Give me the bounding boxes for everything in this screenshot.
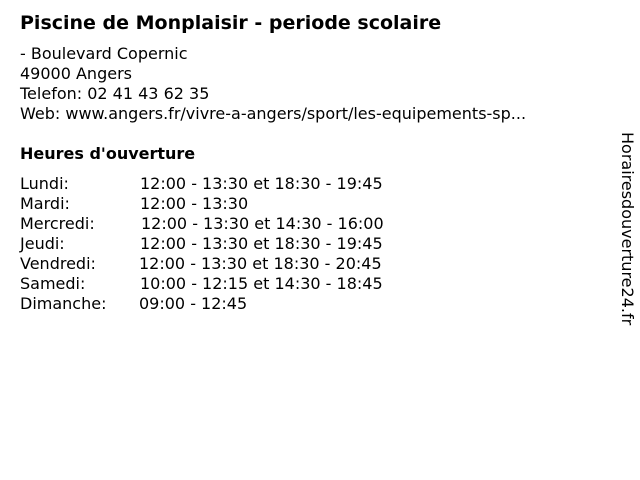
page-title: Piscine de Monplaisir - periode scolaire <box>20 12 442 34</box>
time-range: 12:00 - 13:30 et 18:30 - 20:45 <box>139 254 382 273</box>
time-range: 09:00 - 12:45 <box>139 294 248 313</box>
website-link: Web: www.angers.fr/vivre-a-angers/sport/les-equipements-sp... <box>20 104 527 123</box>
phone-number: Telefon: 02 41 43 62 35 <box>20 84 210 103</box>
time-range: 10:00 - 12:15 et 14:30 - 18:45 <box>140 274 383 293</box>
day-label: Lundi: <box>20 174 69 193</box>
day-label: Mercredi: <box>20 214 95 233</box>
site-watermark: Horairesdouverture24.fr <box>618 132 637 326</box>
time-range: 12:00 - 13:30 et 18:30 - 19:45 <box>140 174 383 193</box>
time-range: 12:00 - 13:30 et 14:30 - 16:00 <box>141 214 384 233</box>
day-label: Jeudi: <box>20 234 65 253</box>
day-label: Vendredi: <box>20 254 96 273</box>
day-label: Dimanche: <box>20 294 107 313</box>
time-range: 12:00 - 13:30 <box>140 194 249 213</box>
day-label: Mardi: <box>20 194 70 213</box>
time-range: 12:00 - 13:30 et 18:30 - 19:45 <box>140 234 383 253</box>
opening-hours-heading: Heures d'ouverture <box>20 144 196 163</box>
city-postal-code: 49000 Angers <box>20 64 132 83</box>
address-block <box>20 44 526 124</box>
street-address: - Boulevard Copernic <box>20 44 188 63</box>
day-label: Samedi: <box>20 274 86 293</box>
